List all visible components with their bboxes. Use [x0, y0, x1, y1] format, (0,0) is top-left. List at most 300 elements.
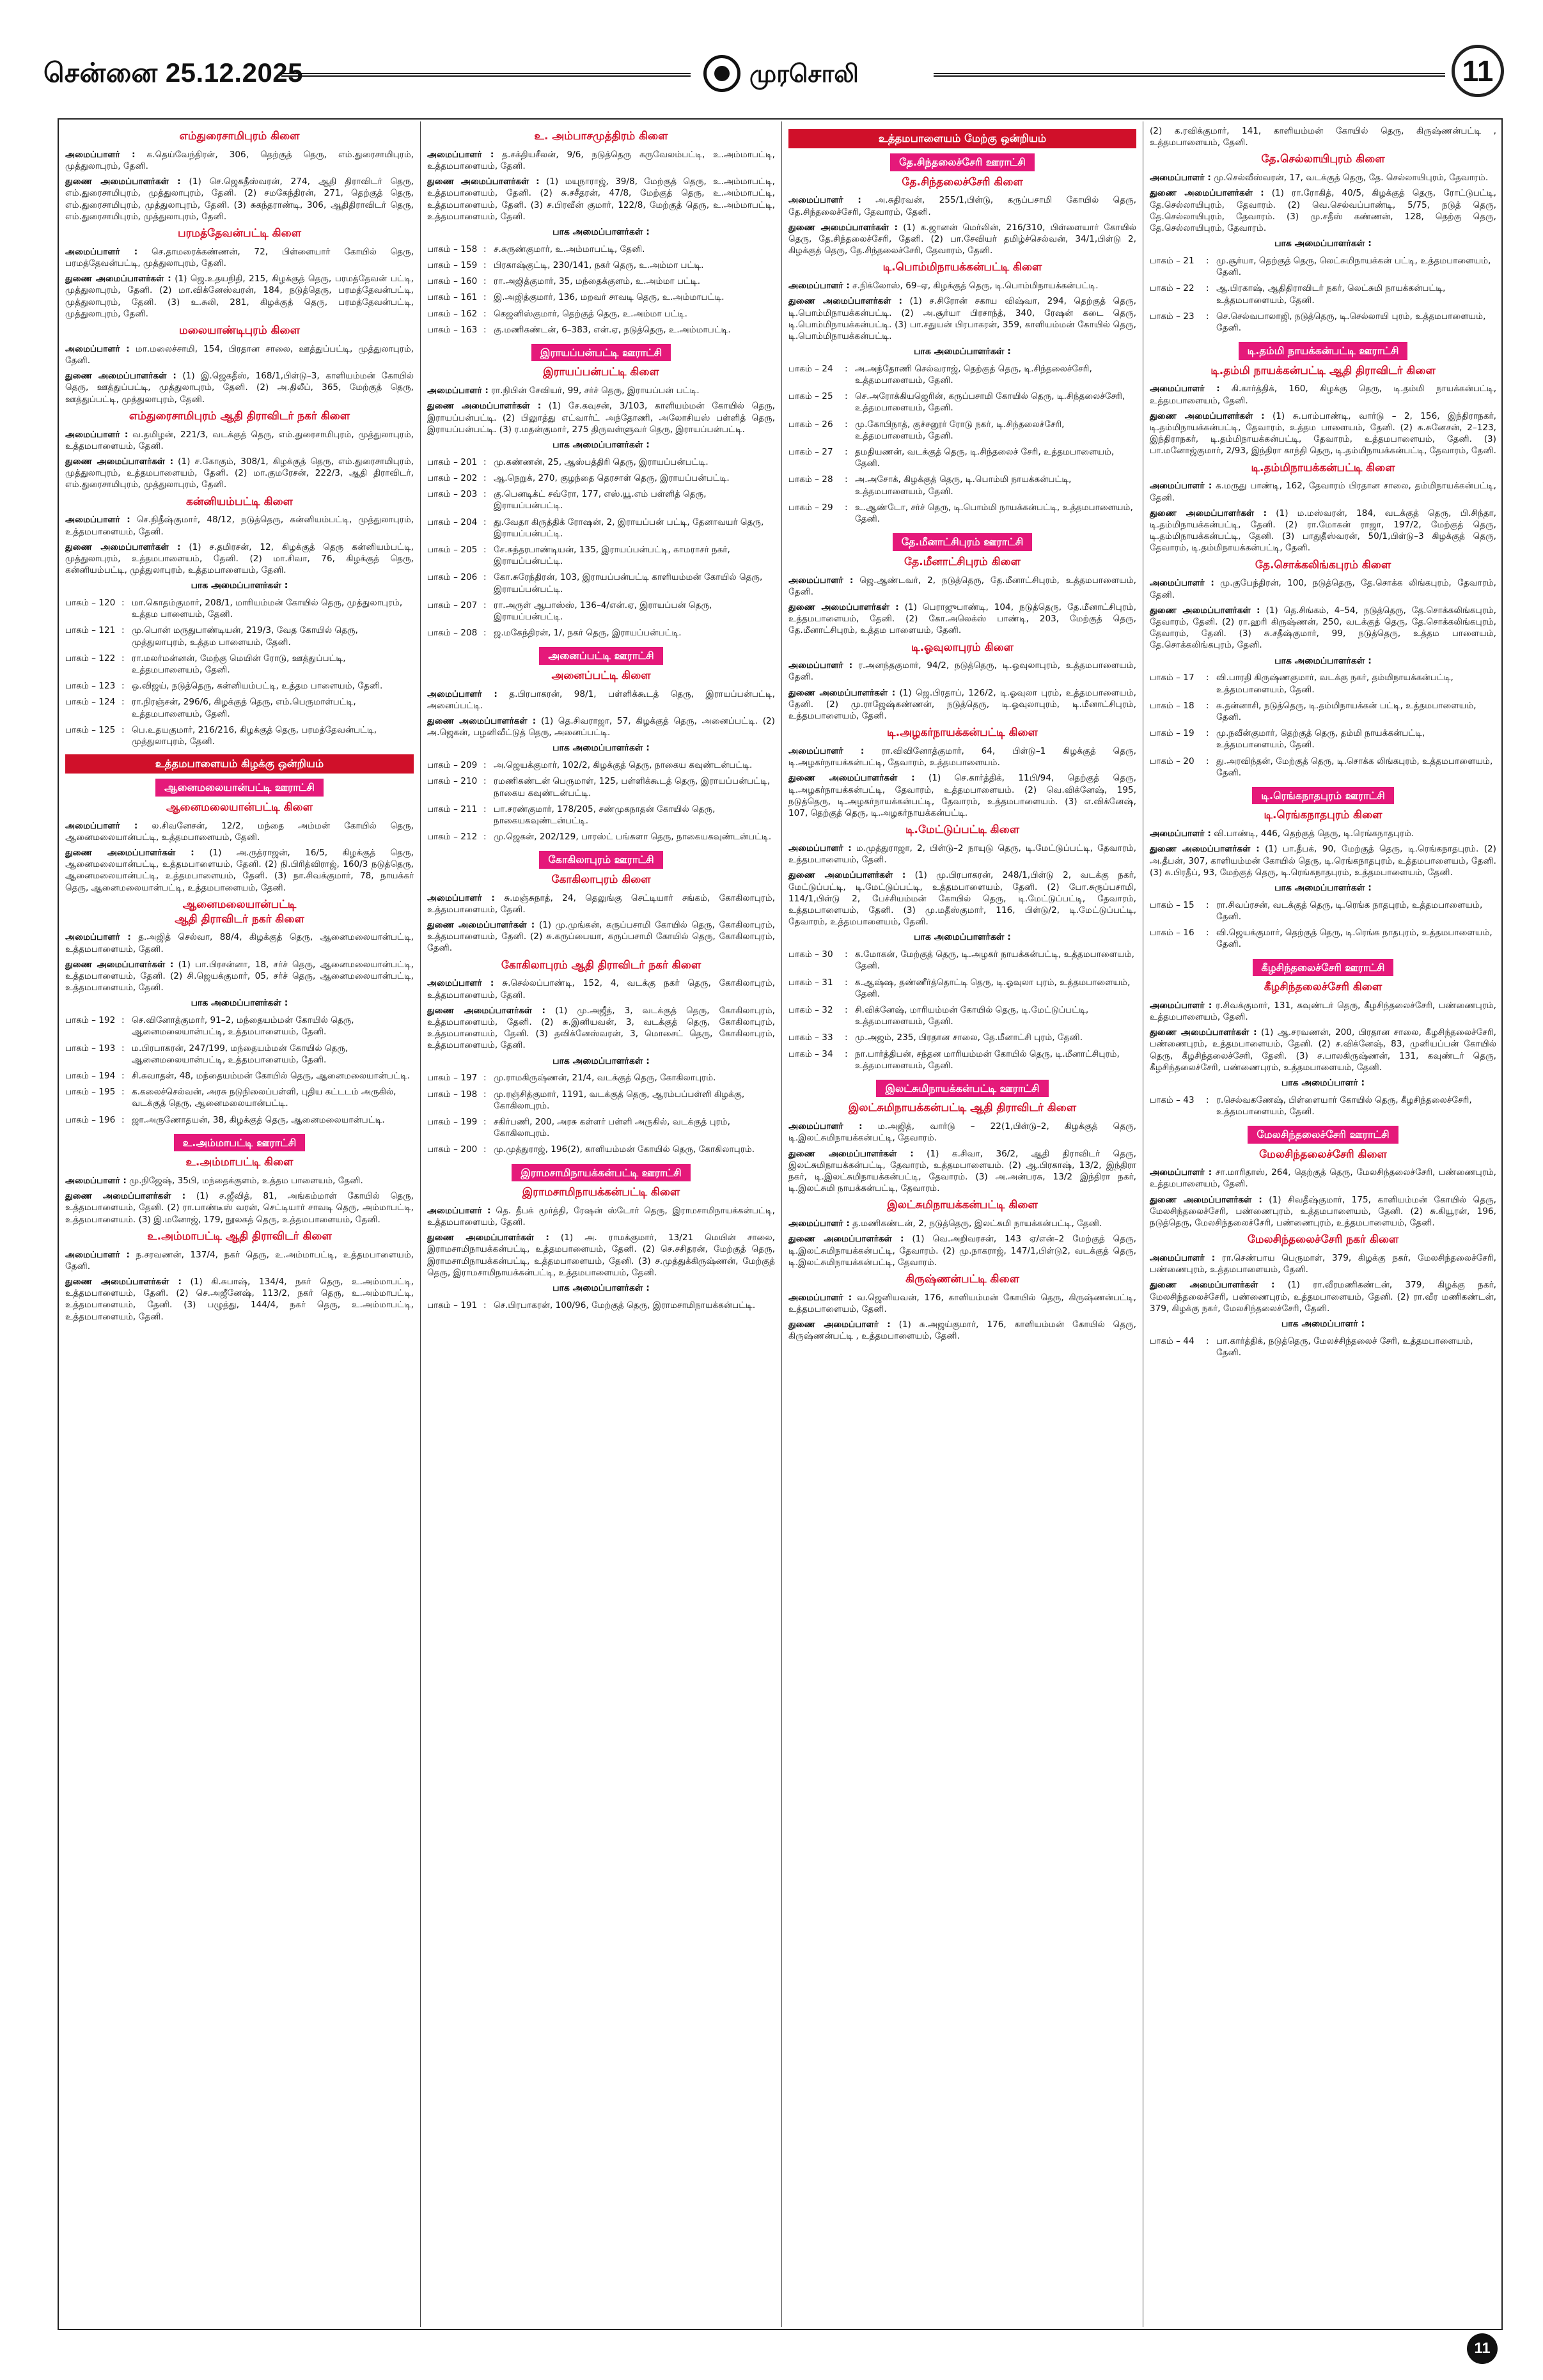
member-details: த.சக்தியசீலன், 9/6, நடுத்தெரு கருவேலம்பட்டி, உ.அம்மாபட்டி, உத்தமபாளையம், தேனி.: [427, 149, 775, 171]
member-details: ந.சரவணன், 137/4, நகர் தெரு, உ.அம்மாபட்டி, உத்தமபாளையம், தேனி.: [65, 1249, 414, 1272]
booth-table: [1150, 1334, 1496, 1362]
role-label: துணை அமைப்பாளர்கள் :: [65, 1276, 182, 1287]
member-details: (1) இ.ஜெகதீஸ், 168/1,பிள்டு–3, காளியம்மன் கோயில் தெரு, ஊத்துப்பட்டி, முத்துலாபுரம், தேனி. (2) அ.திலீப், 365, மேற்குத் தெரு, ஊத்துப்பட்டி, முத்துலாபுரம், தேனி.: [65, 371, 414, 405]
booth-colon: :: [845, 502, 848, 513]
member-details: த.அஜித் செல்வா, 88/4, கிழக்குத் தெரு, ஆனைமலையான்பட்டி, உத்தமபாளையம், தேனி.: [65, 932, 414, 954]
booth-details: மு.கண்ணன், 25, ஆஸ்பத்திரி தெரு, இராயப்பன்பட்டி.: [494, 456, 709, 467]
booth-details: கு.பெனடிக்ட் சவ்ரோ, 177, எஸ்.யூ.எம் பள்ளித் தெரு, இராயப்பன்பட்டி.: [494, 489, 707, 511]
member-entry: [65, 273, 414, 320]
booth-details: அ.அந்தோணி செல்வராஜ், தெற்குத் தெரு, டி.சிந்தலைச்சேரி, உத்தமபாளையம், தேனி.: [855, 363, 1092, 386]
member-details: ஜெ.ஆண்டவர், 2, நடுத்தெரு, தே.மீனாட்சிபுரம், உத்தமபாளையம், தேனி.: [788, 575, 1137, 597]
booth-row: [1150, 926, 1496, 953]
booth-colon: :: [845, 474, 848, 485]
booth-table: [1150, 1093, 1496, 1121]
panchayat-tag: கோகிலாபுரம் ஊராட்சி: [539, 851, 662, 868]
booth-colon: :: [1206, 899, 1209, 910]
booth-colon: :: [1206, 255, 1209, 266]
member-details: (1) ச.கோகும், 308/1, கிழக்குத் தெரு, எம்.துரைசாமிபுரம், முத்துலாபுரம், உத்தமபாளையம், தேனி. (2) மா.குமரேசன், 222/3, ஆதி திராவிடர், எம்.துரைசாமிபுரம், முத்துலாபுரம், தேனி.: [65, 456, 414, 490]
booth-details: மு.ரஞ்சித்குமார், 1191, வடக்குத் தெரு, ஆரம்பப்பள்ளி கிழக்கு, கோகிலாபுரம்.: [494, 1089, 745, 1111]
booth-row: [65, 651, 414, 679]
booth-colon: :: [845, 419, 848, 430]
booth-details: பிரகாஷ்குட்டி, 230/141, நகர் தெரு, உ.அம்மா பட்டி.: [494, 260, 704, 270]
booth-number: பாகம் – 22: [1150, 283, 1194, 294]
member-entry: [65, 1276, 414, 1323]
booth-row: [788, 1003, 1136, 1031]
branch-heading: தே.செல்லாயிபுரம் கிளை: [1261, 153, 1385, 166]
booth-colon: :: [483, 804, 487, 814]
booth-colon: :: [845, 1032, 848, 1043]
branch-heading: எம்துரைசாமிபுரம் ஆதி திராவிடர் நகர் கிளை: [129, 409, 350, 423]
role-label: துணை அமைப்பாளர்கள் :: [788, 687, 896, 698]
member-entry: [1150, 172, 1496, 183]
member-entry: [427, 892, 775, 915]
role-label: துணை அமைப்பாளர்கள் :: [65, 456, 174, 467]
member-entry: [1150, 1194, 1496, 1229]
branch-heading: டி.ரெங்கநாதபுரம் கிளை: [1264, 809, 1382, 822]
booth-colon: :: [1206, 1335, 1209, 1346]
member-details: (1) பா.தீபக், 90, மேற்குத் தெரு, டி.ரெங்கநாதபுரம். (2) அ.தீபன், 307, காளியம்மன் கோயில் தெரு, டி.ரெங்கநாதபுரம், உத்தமபாளையம், தேனி. (3) சு.பிரதீப், 93, மேற்குத் தெரு, டி.ரெங்கநாதபுரம், உத்தமபாளையம், தேனி.: [1150, 844, 1496, 878]
member-details: (1) க.சிவா, 36/2, ஆதி திராவிடர் தெரு, இலட்சுமிநாயக்கன்பட்டி, தேவாரம், உத்தமபாளையம். (2) ஆ.பிரகாஷ், 13/2, இந்திரா நகர், டி.இலட்சுமிநாயக்கன்பட்டி, தேவாரம். (3) அ.அன்பரசு, 13/2 இந்திரா நகர், டி.இலட்சுமி நாயக்கன்பட்டி, தேவாரம்.: [788, 1148, 1136, 1194]
role-label: துணை அமைப்பாளர்கள் :: [1150, 605, 1260, 616]
booth-colon: :: [483, 260, 487, 270]
booth-colon: :: [483, 832, 487, 843]
member-details: (1) க.ஜானன் மெர்லின், 216/310, பிள்ளையார் கோயில் தெரு, தே.சிந்தலைச்சேரி, தேனி. (2) பா.சேவியர் தமிழ்ச்செல்வன், 34/1,பிள்டு 2, கிழக்குத் தெரு, தே.சிந்தலைச்சேரி, தேவாரம், தேனி.: [788, 222, 1136, 256]
member-details: மு.நிஜேஷ், 35பி, மந்தைக்குளம், உத்தம பாளையம், தேனி.: [129, 1175, 363, 1186]
role-label: அமைப்பாளர் :: [65, 343, 130, 354]
booth-table: [427, 758, 775, 846]
member-entry: [1150, 508, 1496, 554]
union-band-heading: உத்தமபாளையம் மேற்கு ஒன்றியம்: [788, 129, 1136, 148]
booth-colon: :: [483, 1300, 487, 1311]
member-entry: [788, 660, 1136, 683]
role-label: அமைப்பாளர் :: [788, 575, 854, 586]
booth-number: பாகம் – 34: [788, 1048, 833, 1059]
role-label: அமைப்பாளர் :: [1150, 1167, 1212, 1178]
booth-row: [1150, 1093, 1496, 1121]
booth-details: அ.ஜெயக்குமார், 102/2, கிழக்குத் தெரு, நாகைய கவுண்டன்பட்டி.: [494, 760, 753, 771]
booth-number: பாகம் – 205: [427, 544, 478, 555]
member-entry: [788, 772, 1136, 819]
booth-number: பாகம் – 160: [427, 276, 478, 287]
role-label: அமைப்பாளர் :: [65, 932, 131, 943]
member-entry: [788, 280, 1136, 292]
column-1: [59, 121, 420, 2327]
booth-details: செ.வினோத்குமார், 91–2, மந்தையம்மன் கோயில் தெரு, ஆனைமலையான்பட்டி, உத்தமபாளையம், தேனி.: [132, 1015, 354, 1038]
subheading: பாக அமைப்பாளர்கள் :: [1274, 238, 1372, 249]
booth-colon: :: [1206, 756, 1209, 766]
booth-row: [427, 307, 775, 323]
member-entry: [65, 514, 414, 537]
member-details: (1) ஆ.சரவணன், 200, பிரதான சாலை, கீழசிந்தலைச்சேரி, பண்ணைபுரம், உத்தமபாளையம், தேனி. (2) ச.விக்னேஷ், 83, முனியப்பன் கோயில் தெரு, கீழசிந்தலைச்சேரி, தேனி. (3) ச.பாலகிருஷ்ணன், 131, கவுண்டர் தெரு, கீழசிந்தலைச்சேரி, பண்ணைபுரம், உத்தமபாளையம், தேனி.: [1150, 1027, 1496, 1073]
member-details: வி.பாண்டி, 446, தெற்குத் தெரு, டி.ரெங்கநாதபுரம்.: [1214, 828, 1414, 839]
booth-colon: :: [483, 308, 487, 319]
role-label: அமைப்பாளர் :: [1150, 578, 1214, 589]
booth-row: [427, 274, 775, 290]
booth-colon: :: [1206, 928, 1209, 938]
booth-colon: :: [483, 472, 487, 483]
booth-colon: :: [483, 1116, 487, 1127]
column-4: [1143, 121, 1503, 2327]
booth-row: [65, 596, 414, 623]
panchayat-tag: டி.ரெங்கநாதபுரம் ஊராட்சி: [1252, 787, 1393, 804]
panchayat-tag: கீழசிந்தலைச்சேரி ஊராட்சி: [1253, 959, 1394, 976]
member-entry: [1150, 605, 1496, 651]
booth-row: [1150, 309, 1496, 337]
booth-number: பாகம் – 21: [1150, 255, 1194, 266]
booth-row: [65, 623, 414, 651]
booth-details: பெ.உதயகுமார், 216/216, கிழக்குத் தெரு, பரமத்தேவன்பட்டி, முத்துலாபுரம், தேனி.: [132, 724, 377, 747]
role-label: அமைப்பாளர் :: [788, 195, 861, 206]
booth-row: [427, 758, 775, 774]
role-label: அமைப்பாளர் :: [427, 978, 494, 989]
booth-row: [788, 501, 1136, 528]
member-details: (1) சிவதீஷ்குமார், 175, காளியம்மன் கோயில் தெரு, மேலசிந்தலைச்சேரி, பண்ணைபுரம், உத்தமபாளையம், தேனி. (2) சு.கியூரன், 196, நடுத்தெரு, மேலசிந்தலைச்சேரி, பண்ணைபுரம், உத்தமபாளையம், தேனி.: [1150, 1194, 1496, 1229]
panchayat-tag: டி.தம்மி நாயக்கன்பட்டி ஊராட்சி: [1239, 342, 1408, 359]
role-label: துணை அமைப்பாளர்கள் :: [1150, 844, 1260, 855]
booth-details: ரமணிகண்டன் பெருமாள், 125, பள்ளிக்கூடத் தெரு, இராயப்பன்பட்டி, நாகைய கவுண்டன்பட்டி.: [494, 776, 771, 798]
member-details: (1) மு.அஜீத், 3, வடக்குத் தெரு, கோகிலாபுரம், உத்தமபாளையம், தேனி. (2) சு.இனியவன், 3, வடக்குத் தெரு, கோகிலாபுரம், உத்தமபாளையம், தேனி. (3) தவிக்னேஸ்வரன், 3, மொசைட் தெரு, கோகிலாபுரம், உத்தமபாளையம், தேனி.: [427, 1005, 775, 1051]
booth-number: பாகம் – 120: [65, 598, 116, 609]
role-label: அமைப்பாளர் :: [427, 1205, 491, 1216]
panchayat-tag: இராயப்பன்பட்டி ஊராட்சி: [531, 344, 671, 361]
booth-colon: :: [121, 598, 125, 609]
booth-details: தமதியணன், வடக்குத் தெரு, டி.சிந்தலைச் சேரி, உத்தமபாளையம், தேனி.: [855, 447, 1115, 469]
member-details: (1) செ.ஜெகதீஸ்வரன், 274, ஆதி திராவிடர் தெரு, எம்.துரைசாமிபுரம், முத்துலாபுரம், தேனி. (2) சமகேந்திரன், 271, தெற்குத் தெரு, எம்.துரைசாமிபுரம், முத்துலாபுரம், தேனி. (3) சுகந்தராண்டி, 306, ஆதிதிராவிடர் தெரு, எம்.துரைசாமிபுரம், முத்துலாபுரம், தேனி.: [65, 176, 414, 222]
member-details: ரா.விவினோத்குமார், 64, பிள்டு–1 கிழக்குத் தெரு, டி.அழகர்நாயக்கன்பட்டி, தேவாரம், உத்தமபாளையம்.: [788, 746, 1136, 768]
booth-row: [65, 1069, 414, 1085]
role-label: துணை அமைப்பாளர்கள் :: [1150, 1280, 1275, 1291]
booth-number: பாகம் – 199: [427, 1116, 478, 1127]
member-details: ரா.நிபின் சேவியர், 99, சர்ச் தெரு, இராயப்பன் பட்டி.: [491, 385, 700, 396]
member-details: (2) க.ரவிக்குமார், 141, காளியம்மன் கோயில் தெரு, கிருஷ்ணன்பட்டி , உத்தமபாளையம், தேனி.: [1150, 126, 1496, 148]
masthead-rule-right: [934, 73, 1445, 77]
member-details: (1) மு.பிரபாகரன், 248/1,பிள்டு 2, வடக்கு நகர், மேட்டுப்பட்டி, டி.மேட்டுப்பட்டி, உத்தமபாளையம், தேனி. (2) போ.சுருப்பசாமி, 114/1,பிள்டு 2, பேச்சியம்மன் கோயில் தெரு, டி.மேட்டுப்பட்டி, தேவாரம், உத்தமபாளையம், தேனி. (3) மு.மதீஸ்குமார், 116, பிள்டு/2, டி.மேட்டுப்பட்டி, தேவாரம், உத்தமபாளையம், தேனி.: [788, 870, 1136, 928]
member-details: த.மணிகண்டன், 2, நடுத்தெரு, இலட்சுமி நாயக்கன்பட்டி, தேனி.: [852, 1218, 1102, 1229]
booth-colon: :: [483, 489, 487, 500]
booth-colon: :: [845, 977, 848, 988]
booth-row: [788, 976, 1136, 1003]
branch-heading: கோகிலாபுரம் கிளை: [551, 873, 651, 886]
branch-heading: டி.அழகர்நாயக்கன்பட்டி கிளை: [887, 726, 1038, 740]
booth-details: மு.நவீன்குமார், தெற்குத் தெரு, தம்மி நாயக்கன்பட்டி, உத்தமபாளையம், தேனி.: [1216, 728, 1425, 751]
booth-row: [427, 570, 775, 598]
member-details: (1) ச.ஜீவித், 81, அங்கம்மாள் கோயில் தெரு, உத்தமபாளையம், தேனி. (2) ரா.பாண்டீஸ் வரன், செட்டியார் சாவடி தெரு, அம்மாபட்டி, உத்தமபாளையம். (3) இ.மனோஜ், 179, நூலகத் தெரு, உத்தமபாளையம், தேனி.: [65, 1191, 414, 1225]
booth-colon: :: [121, 1114, 125, 1125]
column-2: [420, 121, 781, 2327]
booth-number: பாகம் – 25: [788, 391, 833, 402]
member-details: சு.மஞ்சுநாத், 24, தெலுங்கு செட்டியார் சங்கம், கோகிலாபுரம், உத்தமபாளையம், தேனி.: [427, 892, 776, 915]
booth-details: மு.முத்துராஜ், 196(2), காளியம்மன் கோயில் தெரு, கோகிலாபுரம்.: [494, 1144, 755, 1155]
booth-row: [788, 1047, 1136, 1075]
booth-number: பாகம் – 201: [427, 456, 478, 467]
panchayat-tag: உ.அம்மாபட்டி ஊராட்சி: [174, 1134, 305, 1151]
booth-number: பாகம் – 196: [65, 1114, 116, 1125]
booth-number: பாகம் – 124: [65, 697, 116, 708]
member-details: (1) சு.அஜய்குமார், 176, காளியம்மன் கோயில் தெரு, கிருஷ்ணன்பட்டி , உத்தமபாளையம், தேனி.: [788, 1319, 1136, 1342]
booth-row: [427, 455, 775, 471]
role-label: துணை அமைப்பாளர்கள் :: [65, 176, 181, 187]
role-label: துணை அமைப்பாளர்கள் :: [1150, 1027, 1257, 1038]
booth-details: து.அரவிந்தன், மேற்குத் தெரு, டி.சொக்க லிங்கபுரம், உத்தமபாளையம், தேனி.: [1216, 756, 1493, 778]
member-entry: [65, 343, 414, 366]
member-entry: [65, 176, 414, 222]
member-entry: [427, 385, 775, 396]
booth-row: [65, 695, 414, 722]
member-details: (1) கி.சுபாஷ், 134/4, நகர் தெரு, உ.அம்மாபட்டி, உத்தமபாளையம், தேனி. (2) செ.அஜீனேஷ், 113/2, நகர் தெரு, உ.அம்மாபட்டி, உத்தமபாளையம், தேனி. (3) பழுத்து, 144/4, நகர் தெரு, உ.அம்மாபட்டி, உத்தமபாளையம், தேனி.: [65, 1276, 414, 1322]
booth-row: [65, 1113, 414, 1129]
booth-number: பாகம் – 197: [427, 1073, 478, 1084]
booth-row: [65, 1041, 414, 1069]
booth-row: [427, 290, 775, 306]
booth-row: [427, 323, 775, 339]
booth-number: பாகம் – 30: [788, 949, 833, 960]
member-details: ல.சிவனேசன், 12/2, மந்தை அம்மன் கோயில் தெரு, ஆனைமலையான்பட்டி, உத்தமபாளையம், தேனி.: [65, 820, 414, 843]
booth-details: நா.பார்த்திபன், சந்தன மாரியம்மன் கோயில் தெரு, டி.மீனாட்சிபுரம், உத்தமபாளையம், தேனி.: [855, 1048, 1120, 1071]
booth-row: [427, 258, 775, 274]
booth-colon: :: [121, 1043, 125, 1054]
member-details: வ.ஜெனியவன், 176, காளியம்மன் கோயில் தெரு, கிருஷ்ணன்பட்டி, உத்தமபாளையம், தேனி.: [788, 1292, 1137, 1315]
booth-table: [65, 1013, 414, 1129]
booth-details: ஒ.விஜய், நடுத்தெரு, கன்னியம்பட்டி, உத்தம பாளையம், தேனி.: [132, 681, 383, 692]
booth-number: பாகம் – 123: [65, 681, 116, 692]
role-label: துணை அமைப்பாளர்கள் :: [427, 1005, 545, 1016]
role-label: துணை அமைப்பாளர்கள் :: [788, 296, 902, 307]
booth-row: [1150, 1334, 1496, 1362]
panchayat-tag: தே.சிந்தலைச்சேரி ஊராட்சி: [890, 153, 1035, 171]
booth-colon: :: [483, 760, 487, 771]
booth-row: [427, 515, 775, 543]
booth-row: [427, 1087, 775, 1115]
member-details: (1) சே.கவுசன், 3/103, காளியம்மன் கோயில் தெரு, இராயப்பன்பட்டி. (2) பிலுாத்து எட்வார்ட் அந்தோணி, அலோசியஸ் பள்ளித் தெரு, இராயப்பன்பட்டி. (3) ர.மதன்குமார், 275 திருவள்ளுவர் தெரு, இராயப்பன்பட்டி.: [427, 401, 776, 435]
booth-row: [427, 830, 775, 846]
role-label: அமைப்பாளர் :: [788, 281, 850, 292]
role-label: துணை அமைப்பாளர்கள் :: [427, 919, 535, 930]
booth-row: [427, 1142, 775, 1158]
subheading: பாக அமைப்பாளர்கள் :: [552, 439, 650, 450]
booth-table: [1150, 898, 1496, 954]
branch-heading: ஆனைமலையான்பட்டி கிளை: [166, 800, 313, 814]
booth-row: [427, 802, 775, 830]
member-entry: [65, 541, 414, 577]
booth-row: [427, 1071, 775, 1087]
booth-colon: :: [121, 625, 125, 636]
member-details: மு.குபேந்திரன், 100, நடுத்தெரு, தே.சொக்க லிங்கபுரம், தேவாரம், தேனி.: [1150, 578, 1496, 600]
member-details: செ.தாமரைக்கண்ணன், 72, பிள்ளையார் கோயில் தெரு, பரமத்தேவன்பட்டி, முத்துலாபுரம், தேனி.: [65, 246, 414, 268]
member-entry: [65, 959, 414, 994]
booth-details: ச.சுருண்குமார், உ.அம்மாபட்டி, தேனி.: [494, 244, 645, 254]
role-label: துணை அமைப்பாளர்கள் :: [788, 773, 915, 784]
member-entry: [1150, 383, 1496, 406]
role-label: அமைப்பாளர் :: [1150, 481, 1212, 492]
member-entry: [427, 977, 775, 1000]
booth-number: பாகம் – 204: [427, 517, 478, 527]
role-label: துணை அமைப்பாளர்கள் :: [788, 870, 906, 881]
booth-number: பாகம் – 24: [788, 363, 833, 374]
booth-details: மு.சூர்யா, தெற்குத் தெரு, லெட்சுமிநாயக்கன் பட்டி, உத்தமபாளையம், தேனி.: [1216, 255, 1491, 278]
booth-colon: :: [483, 456, 487, 467]
member-entry: [788, 1319, 1136, 1342]
member-entry: [1150, 187, 1496, 234]
member-entry: [427, 1205, 775, 1228]
booth-row: [65, 1085, 414, 1112]
role-label: அமைப்பாளர் :: [788, 1218, 850, 1229]
booth-table: [65, 596, 414, 751]
branch-heading: கோகிலாபுரம் ஆதி திராவிடர் நகர் கிளை: [501, 958, 701, 972]
role-label: அமைப்பாளர் :: [65, 515, 130, 525]
member-details: (1) ச.தமிரசன், 12, கிழக்குத் தெரு கன்னியம்பட்டி, முத்துலாபுரம், உத்தமபாளையம், தேனி. (2) மா.சிவா, 76, கிழக்குத் தெரு, கன்னியம்பட்டி, முத்துலாபுரம், உத்தமபாளையம், தேனி.: [65, 541, 414, 576]
booth-colon: :: [845, 363, 848, 374]
member-entry: [65, 1175, 414, 1186]
booth-number: பாகம் – 191: [427, 1300, 478, 1311]
member-entry: [65, 931, 414, 954]
member-entry: [1150, 1279, 1496, 1314]
role-label: துணை அமைப்பாளர்கள் :: [427, 176, 540, 187]
member-details: (1) ம.மஸ்வரன், 184, வடக்குத் தெரு, பி.சிந்தா, டி.தம்மிநாயக்கன்பட்டி, தேனி. (2) ரா.மோகன் ராஜா, 197/2, மேற்குத் தெரு, டி.தம்மிநாயக்கன்பட்டி, தேனி. (3) பாதுதீஸ்வரன், 50/1,பிள்டு–3 கிழக்குத் தெரு, தேவாரம், டி.தம்மிநாயக்கன்பட்டி, தேனி.: [1150, 508, 1496, 554]
role-label: துணை அமைப்பாளர்கள் :: [65, 541, 181, 552]
booth-number: பாகம் – 19: [1150, 728, 1194, 739]
member-entry: [427, 715, 775, 738]
branch-heading: டி.தம்மிநாயக்கன்பட்டி கிளை: [1251, 461, 1395, 474]
member-details: (1) ரா.வீரமணிகண்டன், 379, கிழக்கு நகர், மேலசிந்தலைச்சேரி, பண்ணைபுரம், உத்தமபாளையம், தேனி. (2) ரா.வீர மணிகண்டன், 379, கிழக்கு நகர், மேலசிந்தலைச்சேரி, தேனி.: [1150, 1280, 1496, 1314]
booth-colon: :: [1206, 283, 1209, 294]
subheading: பாக அமைப்பாளர்கள் :: [552, 226, 650, 237]
branch-heading: டி.பொம்மிநாயக்கன்பட்டி கிளை: [882, 261, 1042, 274]
booth-number: பாகம் – 44: [1150, 1335, 1194, 1346]
booth-number: பாகம் – 23: [1150, 311, 1194, 322]
booth-details: ரா.அஜித்குமார், 35, மந்தைக்குளம், உ.அம்மா பட்டி.: [494, 276, 701, 287]
booth-colon: :: [483, 517, 487, 527]
member-details: க.தெய்வேந்திரன், 306, தெற்குத் தெரு, எம்.துரைசாமிபுரம், முத்துலாபுரம், தேனி.: [65, 149, 414, 171]
role-label: அமைப்பாளர் :: [788, 1292, 852, 1303]
booth-details: செ.செல்வபாலாஜி, நடுத்தெரு, டி.செல்லாயி புரம், உத்தமபாளையம், தேனி.: [1216, 311, 1486, 333]
page-number-badge: 11: [1452, 45, 1504, 97]
booth-number: பாகம் – 26: [788, 419, 833, 430]
booth-details: ரா.சிவப்ரசன், வடக்குத் தெரு, டி.ரெங்க நாதபுரம், உத்தமபாளையம், தேனி.: [1216, 899, 1483, 922]
booth-colon: :: [121, 697, 125, 708]
subheading: பாக அமைப்பாளர்கள் :: [914, 932, 1011, 943]
role-label: அமைப்பாளர் :: [65, 149, 136, 160]
role-label: துணை அமைப்பாளர் :: [788, 1319, 891, 1330]
member-details: (1) சு.பாம்பாண்டி, வார்டு – 2, 156, இந்திராநகர், டி.தம்மிநாயக்கன்பட்டி, தேவாரம், உத்தம பாளையம், தேனி. (2) க.சுனேசன், 2–123, இந்திராநகர், டி.தம்மிநாயக்கன்பட்டி, தேவாரம், உத்தமபாளையம், தேனி. (3) பா.மனோஜ்குமார், 2/93, இந்திரா காந்தி தெரு, டி.தம்மிநாயக்கன்பட்டி, தேவாரம், தேனி.: [1150, 410, 1496, 456]
booth-row: [1150, 754, 1496, 782]
subheading: பாக அமைப்பாளர்கள் :: [1274, 882, 1372, 893]
role-label: அமைப்பாளர் :: [1150, 1253, 1216, 1264]
booth-details: து.வேதா கிருத்திக் ரோஷன், 2, இராயப்பன் பட்டி, தேனாவயர் தெரு, இராயப்பன்பட்டி.: [494, 517, 764, 539]
member-details: கி.கார்த்திக், 160, கிழக்கு தெரு, டி.தம்மி நாயக்கன்பட்டி, உத்தமபாளையம், தேனி.: [1150, 384, 1497, 406]
member-entry: [427, 919, 775, 954]
booth-row: [427, 1115, 775, 1142]
subheading: பாக அமைப்பாளர்கள் :: [552, 1055, 650, 1066]
branch-heading: கன்னியம்பட்டி கிளை: [186, 495, 293, 508]
member-entry: [1150, 843, 1496, 878]
booth-number: பாகம் – 203: [427, 489, 478, 500]
branch-heading: ஆனைமலையான்பட்டி ஆதி திராவிடர் நகர் கிளை: [175, 898, 304, 926]
booth-row: [1150, 671, 1496, 698]
booth-colon: :: [845, 1048, 848, 1059]
branch-heading: எம்துரைசாமிபுரம் கிளை: [179, 130, 300, 143]
booth-number: பாகம் – 210: [427, 776, 478, 787]
member-entry: [1150, 1252, 1496, 1275]
branch-heading: தே.சொக்கலிங்கபுரம் கிளை: [1255, 558, 1391, 572]
booth-details: ஆ.நெறுக், 270, குழந்தை தெரசாள் தெரு, இராயப்பன்பட்டி.: [494, 472, 730, 483]
role-label: துணை அமைப்பாளர்கள் :: [427, 1233, 549, 1243]
role-label: அமைப்பாளர் :: [1150, 173, 1211, 183]
booth-details: கு.மணிகண்டன், 6–383, என்.ஏ, நடுத்தெரு, உ.அம்மாபட்டி.: [494, 324, 731, 335]
booth-number: பாகம் – 17: [1150, 673, 1194, 683]
member-entry: [65, 1190, 414, 1225]
booth-number: பாகம் – 18: [1150, 700, 1194, 711]
booth-number: பாகம் – 122: [65, 653, 116, 664]
booth-number: பாகம் – 125: [65, 724, 116, 735]
member-entry: [427, 688, 775, 712]
booth-colon: :: [483, 244, 487, 254]
role-label: அமைப்பாளர் :: [427, 688, 497, 699]
booth-details: மு.ஜெகன், 202/129, பாரஸ்ட் பங்களா தெரு, நாகையகவுண்டன்பட்டி.: [494, 832, 772, 843]
role-label: அமைப்பாளர் :: [1150, 384, 1220, 394]
booth-details: ரா.மலர்மன்னன், மேற்கு மெயின் ரோடு, ஊத்துப்பட்டி, உத்தமபாளையம், தேனி.: [132, 653, 346, 676]
booth-colon: :: [483, 776, 487, 787]
member-details: (1) வெ.அறிவரசன், 143 ஏ/என்–2 மேற்குத் தெரு, டி.இலட்சுமிநாயக்கன்பட்டி, தேவாரம். (2) மு.நாகராஜ், 147/1,பிள்டு2, வடக்குத் தெரு, டி.இலட்சுமிநாயக்கன்பட்டி, தேவாரம்.: [788, 1234, 1137, 1268]
member-entry: [788, 1233, 1136, 1268]
branch-heading: மேலசிந்தலைச்சேரி நகர் கிளை: [1247, 1233, 1399, 1247]
booth-colon: :: [483, 1144, 487, 1155]
booth-details: மு.ராமகிருஷ்ணன், 21/4, வடக்குத் தெரு, கோகிலாபுரம்.: [494, 1073, 716, 1084]
role-label: அமைப்பாளர் :: [65, 246, 138, 257]
panchayat-tag: தே.மீனாட்சிபுரம் ஊராட்சி: [893, 533, 1033, 550]
booth-table: [427, 455, 775, 642]
member-entry: [1150, 410, 1496, 457]
booth-number: பாகம் – 206: [427, 572, 478, 583]
member-entry: [1150, 577, 1496, 600]
role-label: அமைப்பாளர் :: [788, 1121, 863, 1132]
branch-heading: மலையாண்டிபுரம் கிளை: [179, 323, 300, 337]
member-details: சா.மாரிதாஸ், 264, தெற்குத் தெரு, மேலசிந்தலைச்சேரி, பண்ணைபுரம், உத்தமபாளையம், தேனி.: [1150, 1167, 1497, 1190]
member-details: (1) ஜெ.பிரதாப், 126/2, டி.ஓவுலா புரம், உத்தமபாளையம், தேனி. (2) மு.ராஜேஷ்கண்ணன், நடுத்தெரு, டி.ஓவுலாபுரம், டி.மீனாட்சிபுரம், உத்தமபாளையம், தேனி.: [788, 687, 1136, 722]
booth-colon: :: [845, 1005, 848, 1016]
member-entry: [65, 246, 414, 269]
member-entry: [788, 745, 1136, 768]
booth-details: சே.சுந்தரபாண்டியன், 135, இராயப்பன்பட்டி, காமராசர் நகர், இராயப்பன்பட்டி.: [494, 544, 730, 567]
booth-colon: :: [121, 1087, 125, 1098]
branch-heading: கிருஷ்ணன்பட்டி கிளை: [905, 1273, 1019, 1286]
member-entry: [65, 1249, 414, 1272]
booth-table: [788, 362, 1136, 528]
booth-colon: :: [1206, 311, 1209, 322]
member-entry: [788, 1148, 1136, 1195]
booth-number: பாகம் – 29: [788, 502, 833, 513]
booth-number: பாகம் – 20: [1150, 756, 1194, 766]
branch-heading: இலட்சுமிநாயக்கன்பட்டி ஆதி திராவிடர் கிளை: [848, 1101, 1077, 1115]
subheading: பாக அமைப்பாளர்கள் :: [191, 998, 288, 1009]
member-entry: [65, 149, 414, 172]
booth-colon: :: [483, 292, 487, 303]
booth-row: [65, 723, 414, 751]
branch-heading: உ. அம்பாசமுத்திரம் கிளை: [534, 130, 668, 143]
member-entry: [427, 149, 775, 172]
booth-colon: :: [121, 724, 125, 735]
booth-number: பாகம் – 163: [427, 324, 478, 335]
booth-colon: :: [121, 1015, 125, 1026]
booth-details: ரா.நிரஞ்சன், 296/6, கிழக்குத் தெரு, எம்.பெருமாள்பட்டி, உத்தமபாளையம், தேனி.: [132, 697, 356, 719]
footer-page-number: 11: [1467, 2333, 1498, 2364]
booth-details: பா.கார்த்திக், நடுத்தெரு, மேலச்சிந்தலைச் சேரி, உத்தமபாளையம், தேனி.: [1216, 1335, 1473, 1358]
booth-number: பாகம் – 28: [788, 474, 833, 485]
booth-details: ம.பிரபாகரன், 247/199, மந்தையம்மன் கோயில் தெரு, ஆனைமலையான்பட்டி, உத்தமபாளையம், தேனி.: [132, 1043, 349, 1065]
booth-row: [427, 487, 775, 515]
member-entry: [1150, 1027, 1496, 1073]
member-entry: [788, 687, 1136, 722]
branch-heading: இலட்சுமிநாயக்கன்பட்டி கிளை: [887, 1199, 1038, 1212]
